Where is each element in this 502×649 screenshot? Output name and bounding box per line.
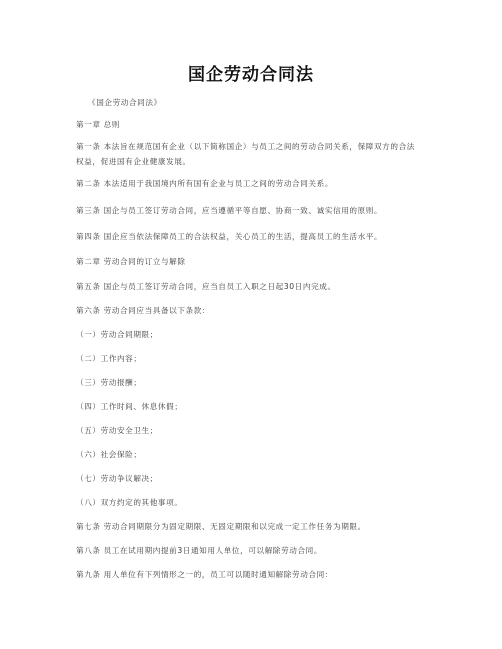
chapter-heading: 第二章 劳动合同的订立与解除 [76,257,186,266]
article-paragraph: 第五条 国企与员工签订劳动合同，应当自员工入职之日起30日内完成。 [76,282,336,291]
article-paragraph: 第四条 国企应当依法保障员工的合法权益，关心员工的生活，提高员工的生活水平。 [76,232,383,241]
article-paragraph: 第八条 员工在试用期内提前3日通知用人单位，可以解除劳动合同。 [76,546,323,555]
chapter-heading: 第一章 总则 [76,120,120,129]
article-paragraph: 第六条 劳动合同应当具备以下条款： [76,306,211,315]
article-paragraph: 第七条 劳动合同期限分为固定期限、无固定期限和以完成一定工作任务为期限。 [76,522,366,531]
list-item: （一）劳动合同期限； [76,330,158,339]
list-item: （七）劳动争议解决； [76,474,158,483]
article-paragraph: 第三条 国企与员工签订劳动合同，应当遵循平等自愿、协商一致、诚实信用的原则。 [76,206,383,215]
document-title: 国企劳动合同法 [188,65,314,85]
list-item: （八）双方约定的其他事项。 [76,498,183,507]
list-item: （三）劳动报酬； [76,378,142,387]
list-item: （六）社会保险； [76,450,142,459]
list-item: （五）劳动安全卫生； [76,426,158,435]
list-item: （二）工作内容； [76,354,142,363]
article-paragraph: 第九条 用人单位有下列情形之一的，员工可以随时通知解除劳动合同： [76,570,334,579]
paragraph-book-title: 《国企劳动合同法》 [88,98,162,107]
list-item: （四）工作时间、休息休假； [76,402,183,411]
article-paragraph: 第二条 本法适用于我国境内所有国有企业与员工之间的劳动合同关系。 [76,179,334,188]
article-paragraph: 第一条 本法旨在规范国有企业（以下简称国企）与员工之间的劳动合同关系，保障双方的合法权益，促进国有企业健康发展。 [76,142,415,166]
